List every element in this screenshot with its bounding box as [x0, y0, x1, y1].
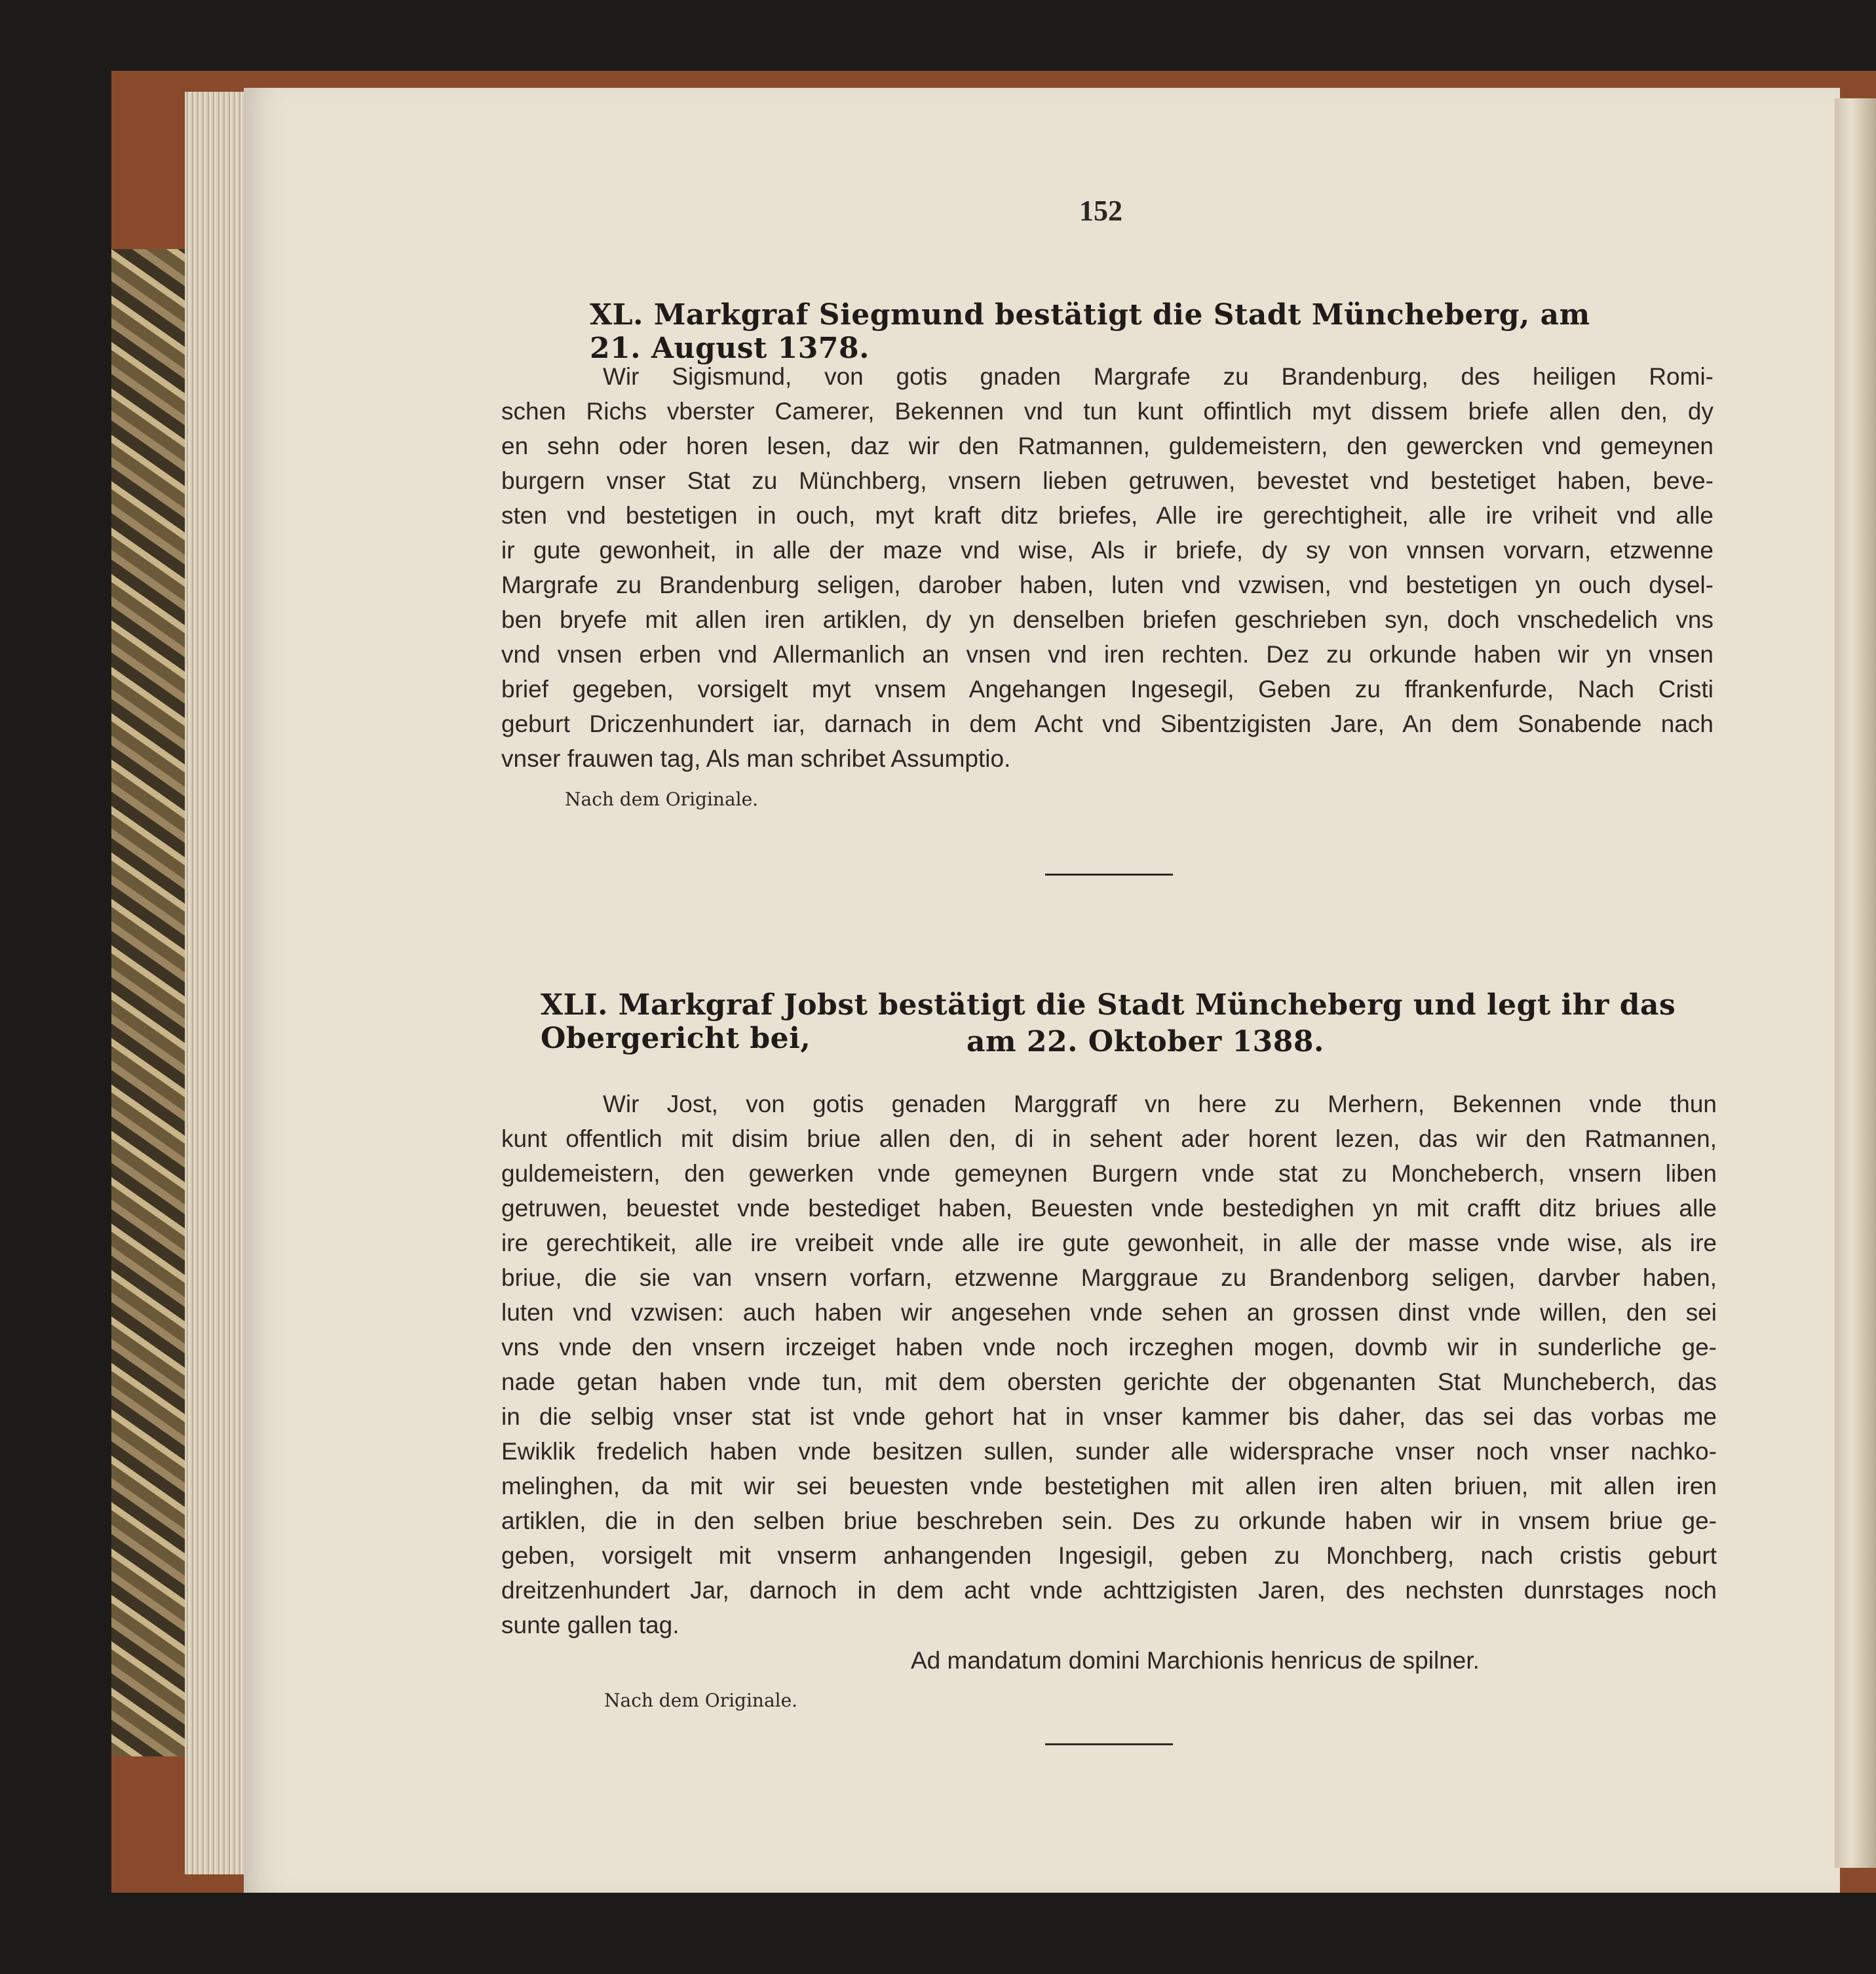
text-line: dreitzenhundert Jar, darnoch in dem acht vnde achttzigisten Jaren, des nechsten dunrstages noch — [501, 1577, 1717, 1604]
page-number: 152 — [1079, 195, 1122, 227]
text-line: ir gute gewonheit, in alle der maze vnd wise, Als ir briefe, dy sy von vnnsen vorvarn, etzwenne — [501, 537, 1713, 564]
text-line: getruwen, beuestet vnde bestediget haben, Beuesten vnde bestedighen yn mit crafft ditz briues alle — [501, 1195, 1717, 1222]
section-heading-xli-date: am 22. Oktober 1388. — [967, 1025, 1324, 1058]
source-note: Nach dem Originale. — [604, 1690, 798, 1711]
text-line: kunt offentlich mit disim briue allen den, di in sehent ader horent lezen, das wir den Ratmannen, — [501, 1125, 1717, 1152]
text-line: sunte gallen tag. — [501, 1612, 680, 1638]
text-line: nade getan haben vnde tun, mit dem obersten gerichte der obgenanten Stat Muncheberch, das — [501, 1368, 1717, 1395]
text-line: geburt Driczenhundert iar, darnach in dem Acht vnd Sibentzigisten Jare, An dem Sonabende nach — [501, 710, 1713, 737]
text-line: ire gerechtikeit, alle ire vreibeit vnde alle ire gute gewonheit, in alle der masse vnde wise, als ire — [501, 1229, 1717, 1256]
marbled-edge — [111, 249, 190, 1756]
section-divider — [1045, 1743, 1173, 1745]
text-line: luten vnd vzwisen: auch haben wir angesehen vnde sehen an grossen dinst vnde willen, den sei — [501, 1299, 1717, 1326]
text-line: geben, vorsigelt mit vnserm anhangenden Ingesigil, geben zu Monchberg, nach cristis geburt — [501, 1542, 1717, 1569]
text-line: guldemeistern, den gewerken vnde gemeynen Burgern vnde stat zu Moncheberch, vnsern liben — [501, 1160, 1717, 1187]
text-line: vnd vnsen erben vnd Allermanlich an vnsen vnd iren rechten. Dez zu orkunde haben wir yn vnsen — [501, 641, 1713, 668]
book-gutter — [1835, 98, 1876, 1868]
text-line: vns vnde den vnsern irczeiget haben vnde noch irczeghen mogen, dovmb wir in sunderliche ge- — [501, 1334, 1717, 1361]
section-heading-xl: XL. Markgraf Siegmund bestätigt die Stadt Müncheberg, am 21. August 1378. — [590, 298, 1590, 365]
text-line: Wir Jost, von gotis genaden Marggraff vn here zu Merhern, Bekennen vnde thun — [603, 1091, 1717, 1117]
section-heading-xli: XLI. Markgraf Jobst bestätigt die Stadt Müncheberg und legt ihr das Obergericht bei, — [541, 988, 1676, 1055]
text-line: schen Richs vberster Camerer, Bekennen vnd tun kunt offintlich myt dissem briefe allen den, dy — [501, 398, 1713, 425]
text-line: Wir Sigismund, von gotis gnaden Margrafe zu Brandenburg, des heiligen Romi- — [603, 363, 1713, 390]
text-line: artiklen, die in den selben briue beschreben sein. Des zu orkunde haben wir in vnsem briue ge- — [501, 1507, 1717, 1534]
text-line: burgern vnser Stat zu Münchberg, vnsern lieben getruwen, bevestet vnd bestetiget haben, beve- — [501, 467, 1713, 494]
text-line: in die selbig vnser stat ist vnde gehort hat in vnser kammer bis daher, das sei das vorbas me — [501, 1403, 1717, 1430]
section-text-xl — [501, 359, 1713, 776]
text-line: ben bryefe mit allen iren artiklen, dy yn denselben briefen geschrieben syn, doch vnschedelich vns — [501, 606, 1713, 633]
text-line: Ewiklik fredelich haben vnde besitzen sullen, sunder alle widersprache vnser noch vnser nachko- — [501, 1438, 1717, 1465]
text-line: sten vnd bestetigen in ouch, myt kraft ditz briefes, Alle ire gerechtigheit, alle ire vriheit vnd alle — [501, 502, 1713, 529]
text-line: briue, die sie van vnsern vorfarn, etzwenne Marggraue zu Brandenborg seligen, darvber haben, — [501, 1264, 1717, 1291]
text-line: en sehn oder horen lesen, daz wir den Ratmannen, guldemeistern, den gewercken vnd gemeynen — [501, 433, 1713, 459]
text-line: vnser frauwen tag, Als man schribet Assumptio. — [501, 745, 1011, 772]
page-edges — [185, 92, 244, 1874]
source-note: Nach dem Originale. — [565, 788, 759, 810]
text-line: brief gegeben, vorsigelt myt vnsem Angehangen Ingesegil, Geben zu ffrankenfurde, Nach Cristi — [501, 676, 1713, 703]
section-text-xli — [501, 1087, 1717, 1642]
text-line: melinghen, da mit wir sei beuesten vnde bestetighen mit allen iren alten briuen, mit allen iren — [501, 1473, 1717, 1500]
section-divider — [1045, 874, 1173, 876]
mandatum-note: Ad mandatum domini Marchionis henricus de spilner. — [911, 1647, 1480, 1674]
text-line: Margrafe zu Brandenburg seligen, darober haben, luten vnd vzwisen, vnd bestetigen yn ouch dysel- — [501, 571, 1713, 598]
